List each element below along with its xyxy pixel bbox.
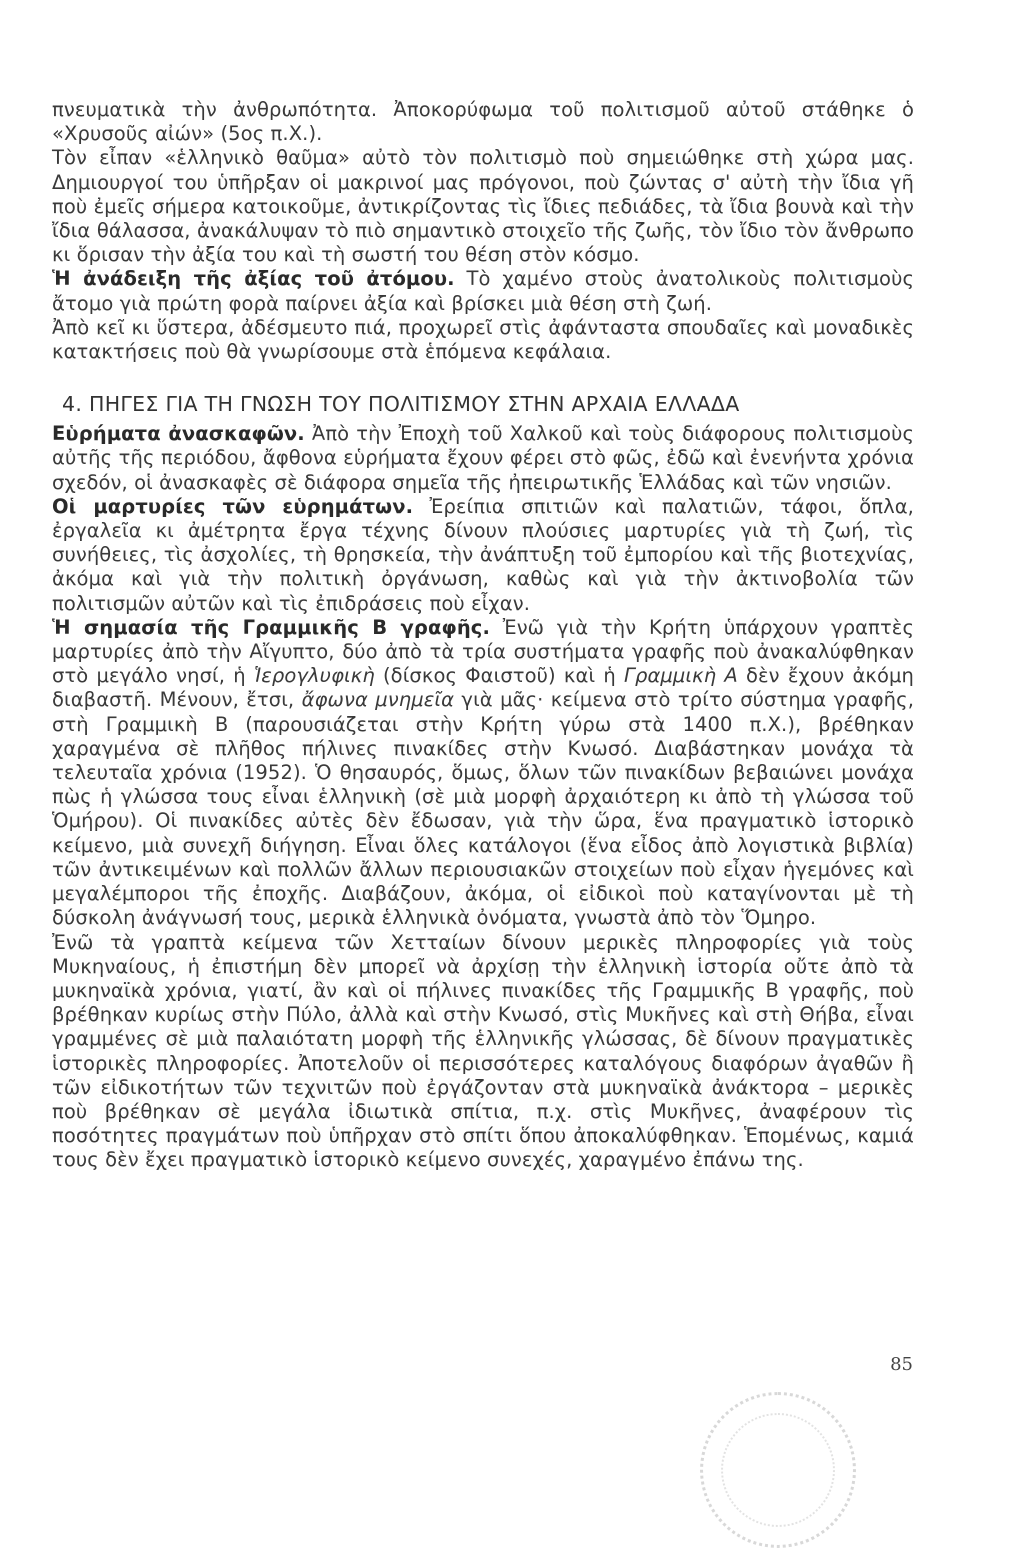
library-stamp — [700, 1392, 856, 1548]
paragraph-3-text: Τὸ χαμένο στοὺς ἀνατολικοὺς πολιτισμοὺς ἄτομο γιὰ πρώτη φορὰ παίρνει ἀξία καὶ βρίσκει μιὰ θέση στὴ ζωή. — [52, 267, 914, 315]
paragraph-5-text: Ἀπὸ τὴν Ἐποχὴ τοῦ Χαλκοῦ καὶ τοὺς διάφορους πολιτισμοὺς αὐτῆς τῆς περιόδου, ἄφθονα εὑρήματα ἔχουν φέρει στὸ φῶς, ἐδῶ καὶ ἐνενήντα χρόνια σχεδόν, οἱ ἀνασκαφὲς σὲ διάφορα σημεῖα τῆς ἠπειρωτικῆς Ἑλλάδας καὶ τῶν νησιῶν. — [52, 422, 914, 494]
paragraph-6-text: Ἐρείπια σπιτιῶν καὶ παλατιῶν, τάφοι, ὅπλα, ἐργαλεῖα κι ἀμέτρητα ἔργα τέχνης δίνουν πλούσιες μαρτυρίες γιὰ τὴ ζωή, τὶς συνήθειες, τὶς ἀσχολίες, τὴ θρησκεία, τὴν ἀνάπτυξη τοῦ ἐμπορίου καὶ τῆς βιοτεχνίας, ἀκόμα καὶ γιὰ τὴν πολιτικὴ ὀργάνωση, καθὼς καὶ γιὰ τὴν ἀκτινοβολία τῶν πολιτισμῶν αὐτῶν καὶ τὶς ἐπιδράσεις ποὺ εἶχαν. — [52, 494, 914, 615]
paragraph-6-lead: Οἱ μαρτυρίες τῶν εὑρημάτων. — [52, 494, 414, 518]
page-number: 85 — [890, 1354, 913, 1375]
paragraph-5-lead: Εὑρήματα ἀνασκαφῶν. — [52, 422, 305, 446]
paragraph-8: Ἐνῶ τὰ γραπτὰ κείμενα τῶν Χετταίων δίνουν μερικὲς πληροφορίες γιὰ τοὺς Μυκηναίους, ἡ ἐπιστήμη δὲν μπορεῖ νὰ ἀρχίσῃ τὴν ἑλληνικὴ ἱστορία οὔτε ἀπὸ τὰ μυκηναϊκὰ χρόνια, γιατί, ἂν καὶ οἱ πήλινες πινακίδες τῆς Γραμμικῆς Β γραφῆς, ποὺ βρέθηκαν κυρίως στὴν Πύλο, ἀλλὰ καὶ στὴν Κνωσό, στὶς Μυκῆνες καὶ στὴ Θήβα, εἶναι γραμμένες σὲ μιὰ παλαιότατη μορφὴ τῆς ἑλληνικῆς γλώσσας, δὲ δίνουν πραγματικὲς ἱστορικὲς πληροφορίες. Ἀποτελοῦν οἱ περισσότερες καταλόγους διαφόρων ἀγαθῶν ἢ τῶν εἰδικοτήτων τῶν τεχνιτῶν ποὺ ἐργάζονταν στὰ μυκηναϊκὰ ἀνάκτορα – μερικὲς ποὺ βρέθηκαν σὲ μεγάλα ἰδιωτικὰ σπίτια, π.χ. στὶς Μυκῆνες, ἀναφέρουν τὶς ποσότητες πραγμάτων ποὺ ὑπῆρχαν στὸ σπίτι ὅπου ἀποκαλύφθηκαν. Ἑπομένως, καμιά τους δὲν ἔχει πραγματικὸ ἱστορικὸ κείμενο συνεχές, χαραγμένο ἐπάνω της. — [52, 930, 914, 1172]
paragraph-3 — [52, 267, 914, 315]
paragraph-5 — [52, 422, 914, 495]
paragraph-6 — [52, 495, 914, 616]
paragraph-4: Ἀπὸ κεῖ κι ὕστερα, ἀδέσμευτο πιά, προχωρεῖ στὶς ἀφάνταστα σπουδαῖες καὶ μοναδικὲς κατακτήσεις ποὺ θὰ γνωρίσουμε στὰ ἑπόμενα κεφάλαια. — [52, 315, 914, 364]
paragraph-7-text-a: Ἐνῶ γιὰ τὴν Κρήτη ὑπάρχουν γραπτὲς μαρτυρίες ἀπὸ τὴν Αἴγυπτο, δύο ἀπὸ τὰ τρία συστήματα γραφῆς ποὺ ἀνακαλύφθηκαν στὸ μεγάλο νησί, ἡ — [52, 615, 914, 688]
paragraph-2: Τὸν εἶπαν «ἑλληνικὸ θαῦμα» αὐτὸ τὸν πολιτισμὸ ποὺ σημειώθηκε στὴ χώρα μας. Δημιουργοί του ὑπῆρξαν οἱ μακρινοί μας πρόγονοι, ποὺ ζώντας σ' αὐτὴ τὴν ἴδια γῆ ποὺ ἐμεῖς σήμερα κατοικοῦμε, ἀντικρίζοντας τὶς ἴδιες πεδιάδες, τὰ ἴδια βουνὰ καὶ τὴν ἴδια θάλασσα, ἀνακάλυψαν τὸ πιὸ σημαντικὸ στοιχεῖο τῆς ζωῆς, τὸν ἴδιο τὸν ἄνθρωπο κι ὅρισαν τὴν ἀξία του καὶ τὴ σωστή του θέση στὸν κόσμο. — [52, 146, 914, 267]
paragraph-7-lead: Ἡ σημασία τῆς Γραμμικῆς Β γραφῆς. — [52, 615, 490, 639]
paragraph-7-italic-1: Ἱερογλυφικὴ — [253, 664, 375, 688]
paragraph-3-lead: Ἡ ἀνάδειξη τῆς ἀξίας τοῦ ἀτόμου. — [52, 267, 455, 291]
paragraph-7-text-c: δὲν ἔχουν ἀκόμη διαβαστῆ. Μένουν, ἔτσι, — [52, 664, 914, 712]
page-body — [52, 98, 914, 1173]
paragraph-7 — [52, 616, 914, 931]
paragraph-7-text-b: (δίσκος Φαιστοῦ) καὶ ἡ — [374, 664, 625, 688]
paragraph-7-italic-3: ἄφωνα μνημεῖα — [301, 688, 455, 712]
paragraph-1: πνευματικὰ τὴν ἀνθρωπότητα. Ἀποκορύφωμα τοῦ πολιτισμοῦ αὐτοῦ στάθηκε ὁ «Χρυσοῦς αἰών» (5ος π.Χ.). — [52, 98, 914, 146]
paragraph-7-text-d: γιὰ μᾶς· κείμενα στὸ τρίτο σύστημα γραφῆς, στὴ Γραμμικὴ Β (παρουσιάζεται στὴν Κρήτη γύρω στὰ 1400 π.Χ.), βρέθηκαν χαραγμένα σὲ πλῆθος πήλινες πινακίδες στὴν Κνωσό. Διαβάστηκαν μονάχα τὰ τελευταῖα χρόνια (1952). Ὁ θησαυρός, ὅμως, ὅλων τῶν πινακίδων βεβαιώνει μονάχα πὼς ἡ γλώσσα τους εἶναι ἑλληνικὴ (σὲ μιὰ μορφὴ ἀρχαιότερη κι ἀπὸ τὴ γλώσσα τοῦ Ὁμήρου). Οἱ πινακίδες αὐτὲς δὲν ἔδωσαν, γιὰ τὴν ὥρα, ἕνα πραγματικὸ ἱστορικὸ κείμενο, μιὰ συνεχῆ διήγηση. Εἶναι ὅλες κατάλογοι (ἕνα εἶδος ἀπὸ λογιστικὰ βιβλία) τῶν ἀντικειμένων καὶ πολλῶν ἄλλων περιουσιακῶν στοιχείων ποὺ εἶχαν ἡγεμόνες καὶ μεγαλέμποροι τῆς ἐποχῆς. Διαβάζουν, ἀκόμα, οἱ εἰδικοὶ ποὺ καταγίνονται μὲ τὴ δύσκολη ἀνάγνωσή τους, μερικὰ ἑλληνικὰ ὀνόματα, γνωστὰ ἀπὸ τὸν Ὅμηρο. — [52, 688, 914, 930]
section-heading: 4. ΠΗΓΕΣ ΓΙΑ ΤΗ ΓΝΩΣΗ ΤΟΥ ΠΟΛΙΤΙΣΜΟΥ ΣΤΗΝ ΑΡΧΑΙΑ ΕΛΛΑΔΑ — [62, 392, 740, 417]
paragraph-7-italic-2: Γραμμικὴ Α — [624, 664, 738, 688]
